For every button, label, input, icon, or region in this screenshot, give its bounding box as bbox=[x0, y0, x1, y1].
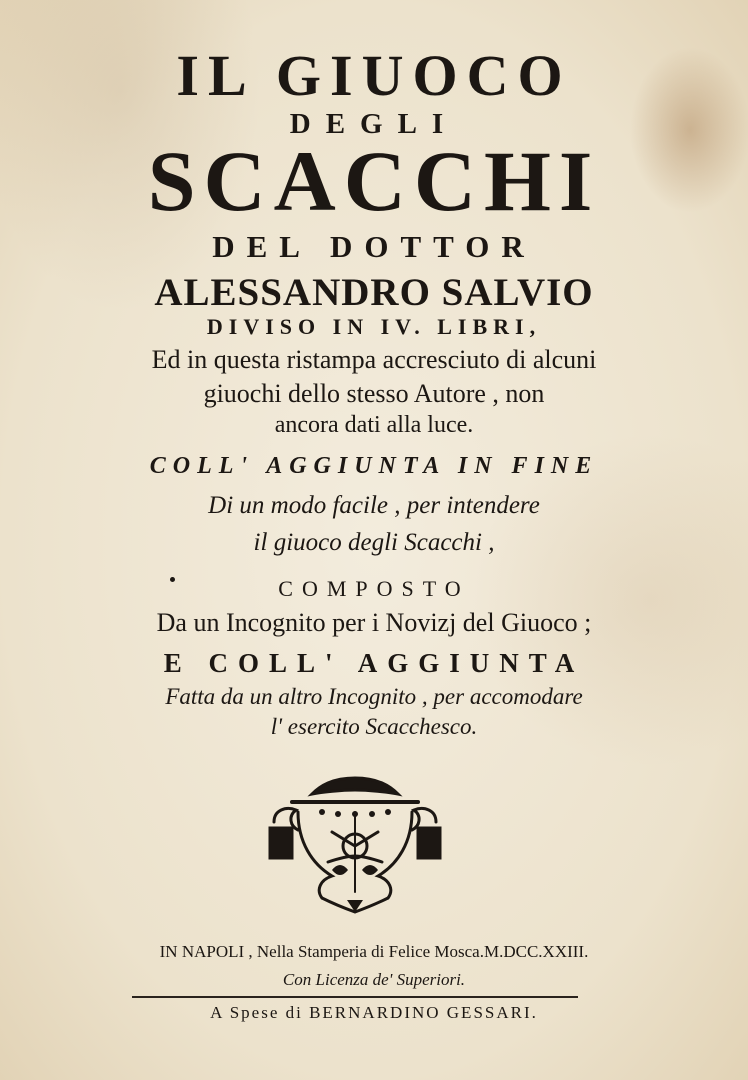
title-line-3: SCACCHI bbox=[147, 133, 601, 229]
license-line: Con Licenza de' Superiori. bbox=[282, 970, 466, 989]
title-line-2: DEGLI bbox=[289, 108, 459, 140]
addition-2-line-2: l' esercito Scacchesco. bbox=[270, 714, 478, 739]
title-line-1: IL GIUOCO bbox=[176, 43, 572, 108]
description-line-1: Ed in questa ristampa accresciuto di alcuni bbox=[151, 345, 597, 374]
description-line-3: ancora dati alla luce. bbox=[274, 412, 474, 438]
addition-1-line-1: Di un modo facile , per intendere bbox=[208, 492, 540, 519]
author-name: ALESSANDRO SALVIO bbox=[154, 271, 594, 314]
divided-note: DIVISO IN IV. LIBRI, bbox=[206, 314, 542, 339]
addition-2-line-1: Fatta da un altro Incognito , per accomodare bbox=[165, 684, 583, 709]
composed-heading: COMPOSTO bbox=[278, 576, 470, 601]
woodcut-ornament-icon bbox=[262, 772, 448, 918]
addition-2-heading: E COLL' AGGIUNTA bbox=[163, 648, 585, 678]
expense-line: A Spese di BERNARDINO GESSARI. bbox=[210, 1003, 538, 1022]
title-line-4: DEL DOTTOR bbox=[212, 229, 536, 264]
addition-1-heading: COLL' AGGIUNTA IN FINE bbox=[149, 453, 599, 479]
addition-1-line-2: il giuoco degli Scacchi , bbox=[253, 529, 495, 556]
composed-by: Da un Incognito per i Novizj del Giuoco ; bbox=[156, 608, 592, 637]
imprint-line: IN NAPOLI , Nella Stamperia di Felice Mosca.M.DCC.XXIII. bbox=[159, 942, 589, 961]
description-line-2: giuochi dello stesso Autore , non bbox=[203, 379, 545, 408]
horizontal-rule bbox=[132, 996, 578, 998]
